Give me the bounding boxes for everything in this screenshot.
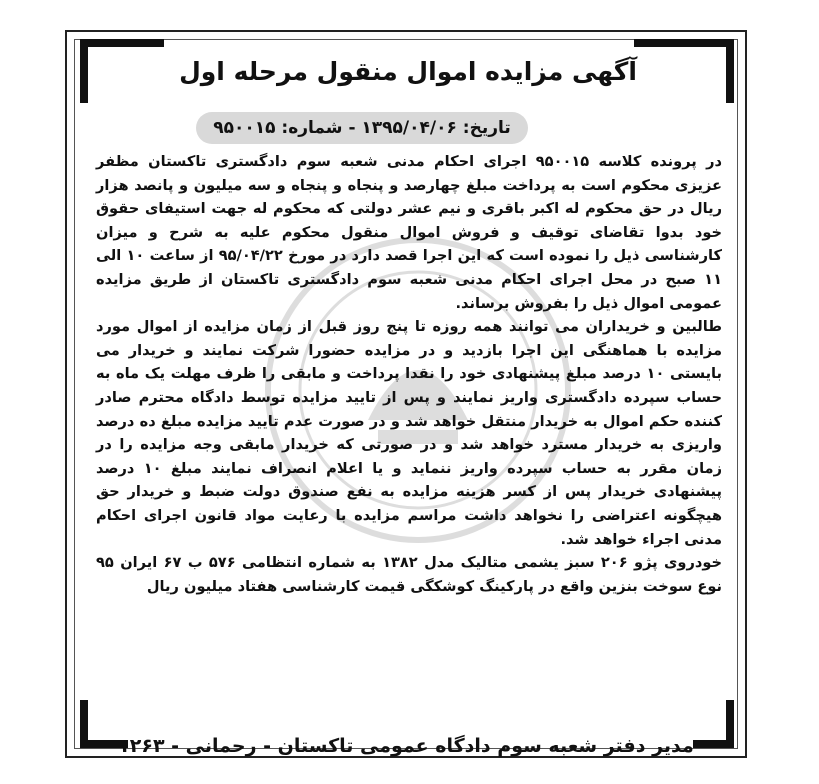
notice-body: [96, 150, 722, 598]
corner-bar-left: [80, 39, 88, 103]
corner-bar-right: [726, 39, 734, 103]
corner-bar-bottom-right-vertical: [726, 700, 734, 748]
corner-bar-top-left: [80, 39, 164, 47]
notice-title: آگهی مزایده اموال منقول مرحله اول: [179, 57, 637, 86]
notice-paragraph-terms: طالبین و خریداران می توانند همه روزه تا پنج روز قبل از زمان مزایده از اموال مورد مزایده با هماهنگی این اجرا بازدید و در مزایده حضورا شرکت نمایند و خریدار می بایستی ۱۰ درصد مبلغ پیشنهادی خود را نقدا پرداخت و مابقی را ظرف مهلت یک ماه به حساب سپرده دادگستری واریز نمایند و پس از تایید مزایده توسط دادگاه محترم صادر کننده حکم اموال به خریدار منتقل خواهد شد و در صورت عدم تایید مزایده مبلغ ده درصد واریزی به خریدار مسترد خواهد شد و در صورتی که خریدار مابقی وجه مزایده را در زمان مقرر به حساب سپرده واریز ننماید و یا اعلام انصراف نمایند مبلغ ۱۰ درصد پیشنهادی خریدار پس از کسر هزینه مزایده به نفع صندوق دولت ضبط و خریدار حق هیچگونه اعتراضی را نخواهد داشت مراسم مزایده با رعایت مواد قانون اجرای احکام مدنی اجراء خواهد شد.: [96, 318, 723, 548]
notice-date-number: تاریخ: ۱۳۹۵/۰۴/۰۶ - شماره: ۹۵۰۰۱۵: [196, 112, 528, 144]
notice-signature: مدیر دفتر شعبه سوم دادگاه عمومی تاکستان - رحمانی - ۱۲۶۳: [118, 735, 694, 757]
notice-paragraph-case: در پرونده کلاسه ۹۵۰۰۱۵ اجرای احکام مدنی شعبه سوم دادگستری تاکستان مظفر عزیزی محکوم است به پرداخت مبلغ چهارصد و پنجاه و پنجاه و سه میلیون و پانصد هزار ریال در حق محکوم له اکبر باقری و نیم عشر دولتی که محکوم له جهت استیفای حقوق خود بدوا تقاضای توقیف و فروش اموال منقول محکوم علیه به شرح و میزان کارشناسی ذیل را نموده است که این اجرا قصد دارد در مورخ ۹۵/۰۴/۲۲ از ساعت ۱۰ الی ۱۱ صبح در محل اجرای احکام مدنی شعبه سوم دادگستری تاکستان از طریق مزایده عمومی اموال ذیل را بفروش برساند.: [96, 153, 723, 312]
notice-paragraph-item: خودروی پژو ۲۰۶ سبز یشمی متالیک مدل ۱۳۸۲ به شماره انتظامی ۵۷۶ ب ۶۷ ایران ۹۵ نوع سوخت بنزین واقع در پارکینگ کوشکگی قیمت کارشناسی هفتاد میلیون ریال: [96, 554, 723, 595]
corner-bar-top-right: [634, 39, 734, 47]
corner-bar-bottom-left-vertical: [80, 700, 88, 748]
